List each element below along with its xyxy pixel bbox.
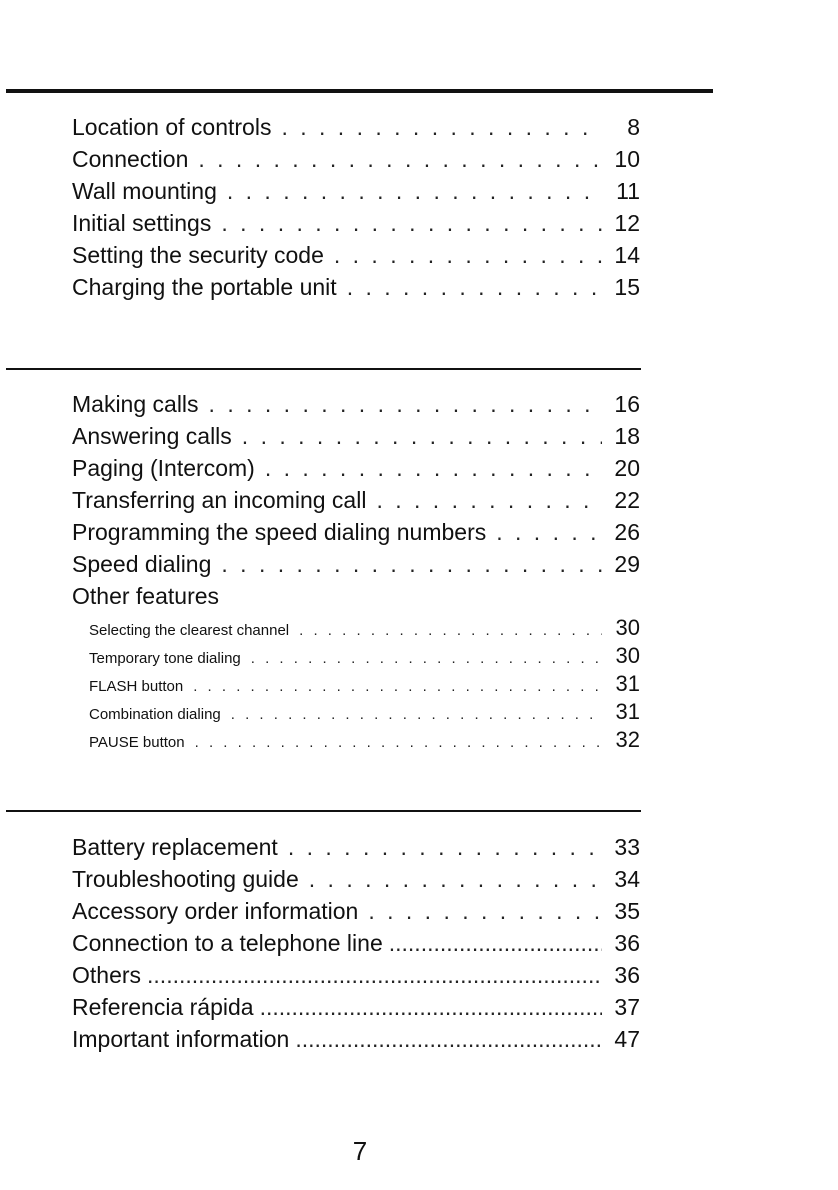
toc-entry <box>72 1026 640 1058</box>
toc-entry <box>72 210 640 242</box>
toc-subentry <box>72 671 640 699</box>
toc-entry <box>72 994 640 1026</box>
toc-entry-page: 15 <box>614 274 640 300</box>
toc-entry <box>72 242 640 274</box>
toc-subentry-title: FLASH button <box>89 678 184 695</box>
toc-entry-title: Transferring an incoming call <box>72 487 367 513</box>
toc-entry-page: 10 <box>614 146 640 172</box>
toc-group-heading <box>72 583 640 615</box>
toc-section-setup <box>72 114 640 306</box>
toc-entry-page: 47 <box>614 1026 640 1052</box>
toc-subentry <box>72 699 640 727</box>
toc-entry-title: Location of controls <box>72 114 272 140</box>
toc-entry-page: 36 <box>614 930 640 956</box>
toc-subentry-page: 30 <box>615 643 640 668</box>
toc-entry <box>72 114 640 146</box>
toc-subentry-page: 30 <box>615 615 640 640</box>
toc-entry-title: Speed dialing <box>72 551 212 577</box>
toc-entry-title: Making calls <box>72 391 199 417</box>
page-number: 7 <box>352 1136 368 1166</box>
toc-entry-page: 18 <box>614 423 640 449</box>
toc-entry-title: Initial settings <box>72 210 212 236</box>
toc-entry-page: 11 <box>616 178 640 204</box>
toc-subentry <box>72 727 640 755</box>
toc-entry <box>72 551 640 583</box>
toc-entry-page: 34 <box>614 866 640 892</box>
toc-subentry-title: Selecting the clearest channel <box>89 622 290 639</box>
toc-entry-page: 37 <box>614 994 640 1020</box>
toc-entry-title: Charging the portable unit <box>72 274 337 300</box>
toc-entry-title: Programming the speed dialing numbers <box>72 519 487 545</box>
toc-entry <box>72 519 640 551</box>
toc-entry <box>72 487 640 519</box>
toc-subentry <box>72 615 640 643</box>
toc-entry <box>72 274 640 306</box>
toc-entry-page: 35 <box>614 898 640 924</box>
toc-entry-title: Troubleshooting guide <box>72 866 299 892</box>
toc-entry-title: Others <box>72 962 142 988</box>
toc-entry <box>72 178 640 210</box>
toc-entry-page: 14 <box>614 242 640 268</box>
toc-entry-page: 16 <box>614 391 640 417</box>
toc-section-operation <box>72 391 640 755</box>
toc-section-appendix <box>72 834 640 1058</box>
toc-entry <box>72 834 640 866</box>
toc-subentry-page: 32 <box>615 727 640 752</box>
toc-entry-title: Answering calls <box>72 423 232 449</box>
toc-entry-title: Connection to a telephone line <box>72 930 383 956</box>
toc-subentry-page: 31 <box>615 671 640 696</box>
toc-entry-page: 36 <box>614 962 640 988</box>
toc-entry-title: Referencia rápida <box>72 994 254 1020</box>
toc-entry <box>72 866 640 898</box>
top-rule <box>6 89 713 93</box>
toc-entry-title: Connection <box>72 146 189 172</box>
toc-entry-title: Important information <box>72 1026 290 1052</box>
toc-entry-title: Paging (Intercom) <box>72 455 255 481</box>
toc-subentry-title: PAUSE button <box>89 734 185 751</box>
toc-entry-page: 26 <box>614 519 640 545</box>
toc-entry <box>72 898 640 930</box>
toc-entry <box>72 930 640 962</box>
toc-subentry <box>72 643 640 671</box>
toc-entry <box>72 146 640 178</box>
toc-group-title: Other features <box>72 583 220 609</box>
toc-entry-title: Setting the security code <box>72 242 324 268</box>
toc-entry-page: 29 <box>614 551 640 577</box>
toc-entry <box>72 423 640 455</box>
toc-entry-page: 20 <box>614 455 640 481</box>
toc-entry-page: 8 <box>627 114 640 140</box>
toc-entry <box>72 962 640 994</box>
toc-entry-title: Accessory order information <box>72 898 359 924</box>
toc-subentry-title: Temporary tone dialing <box>89 650 241 667</box>
toc-entry <box>72 455 640 487</box>
toc-entry-title: Battery replacement <box>72 834 278 860</box>
toc-subentry-page: 31 <box>615 699 640 724</box>
toc-subentry-title: Combination dialing <box>89 706 221 723</box>
toc-entry-page: 12 <box>614 210 640 236</box>
toc-entry-title: Wall mounting <box>72 178 217 204</box>
toc-entry <box>72 391 640 423</box>
toc-entry-page: 22 <box>614 487 640 513</box>
section-divider <box>6 368 641 370</box>
section-divider <box>6 810 641 812</box>
toc-entry-page: 33 <box>614 834 640 860</box>
